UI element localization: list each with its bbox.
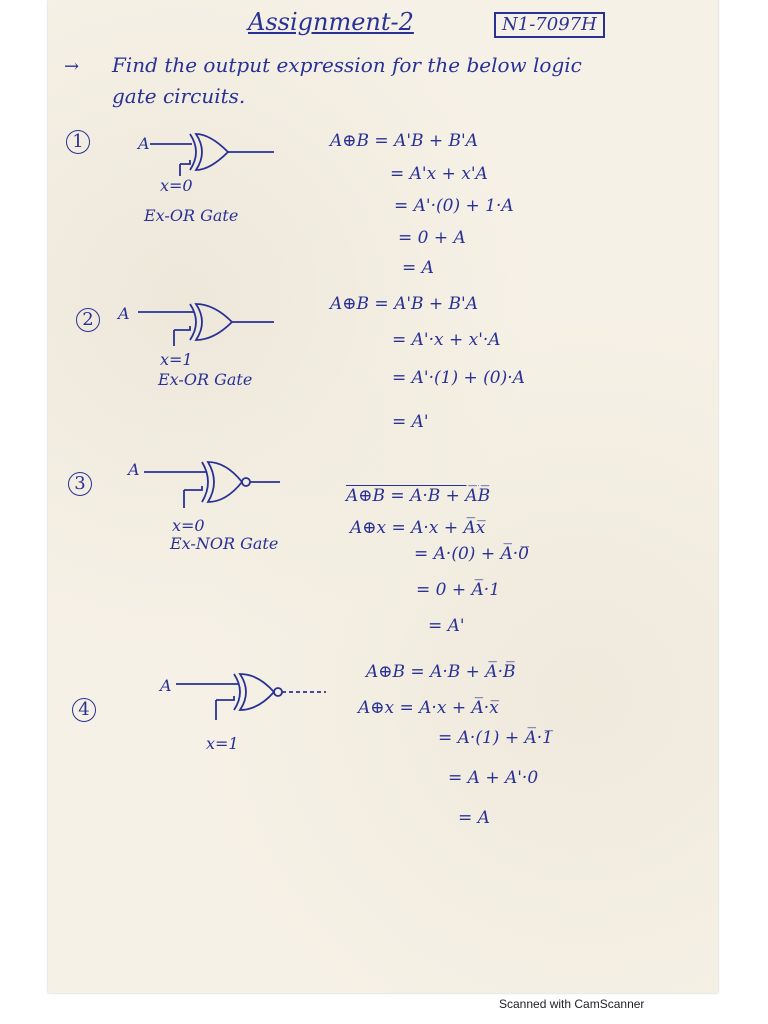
problem-4-step-4: = A + A'·0 — [448, 768, 539, 788]
problem-1-step-4: = 0 + A — [398, 228, 466, 248]
problem-2-step-1: A⊕B = A'B + B'A — [330, 294, 479, 314]
problem-4-step-3: = A·(1) + A̅·1̅ — [438, 728, 553, 748]
problem-2-step-4: = A' — [392, 412, 429, 432]
problem-3-gate-type: Ex-NOR Gate — [170, 534, 279, 553]
problem-3-step-5: = A' — [428, 616, 465, 636]
problem-1-input-a: A — [138, 134, 150, 153]
problem-1-gate-type: Ex-OR Gate — [144, 206, 239, 225]
problem-1-step-3: = A'·(0) + 1·A — [394, 196, 514, 216]
question-line-2: gate circuits. — [112, 84, 246, 108]
arrow-icon: → — [64, 56, 80, 77]
problem-2-number: 2 — [76, 308, 100, 332]
problem-2-input-a: A — [118, 304, 130, 323]
page-title: Assignment-2 — [248, 8, 414, 36]
problem-1-number: 1 — [66, 130, 90, 154]
problem-2-input-x: x=1 — [160, 350, 193, 369]
xnor-gate-3 — [144, 458, 284, 518]
question-line-1: Find the output expression for the below logic — [112, 53, 582, 77]
problem-3-step-2: A⊕x = A·x + A̅x̅ — [350, 518, 486, 538]
problem-4-step-2: A⊕x = A·x + A̅·x̅ — [358, 698, 499, 718]
roll-number-box: N1-7097H — [494, 12, 605, 38]
problem-3-step-1: A⊕B = A·B + A̅B̅ — [346, 486, 491, 506]
problem-4-input-x: x=1 — [206, 734, 239, 753]
problem-4-number: 4 — [72, 698, 96, 722]
problem-3-step-4: = 0 + A̅·1 — [416, 580, 501, 600]
problem-4-step-5: = A — [458, 808, 490, 828]
problem-1-step-5: = A — [402, 258, 434, 278]
problem-3-step-3: = A·(0) + A̅·0̅ — [414, 544, 529, 564]
xnor-gate-4 — [176, 670, 336, 730]
problem-4-input-a: A — [160, 676, 172, 695]
problem-2-gate-type: Ex-OR Gate — [158, 370, 253, 389]
xor-gate-2 — [138, 300, 278, 360]
camscanner-watermark: Scanned with CamScanner — [499, 997, 645, 1011]
problem-1-step-2: = A'x + x'A — [390, 164, 488, 184]
problem-3-input-a: A — [128, 460, 140, 479]
problem-3-input-x: x=0 — [172, 516, 205, 535]
problem-3-number: 3 — [68, 472, 92, 496]
problem-1-step-1: A⊕B = A'B + B'A — [330, 131, 479, 151]
problem-1-input-x: x=0 — [160, 176, 193, 195]
problem-2-step-3: = A'·(1) + (0)·A — [392, 368, 525, 388]
problem-4-step-1: A⊕B = A·B + A̅·B̅ — [366, 662, 516, 682]
problem-2-step-2: = A'·x + x'·A — [392, 330, 501, 350]
